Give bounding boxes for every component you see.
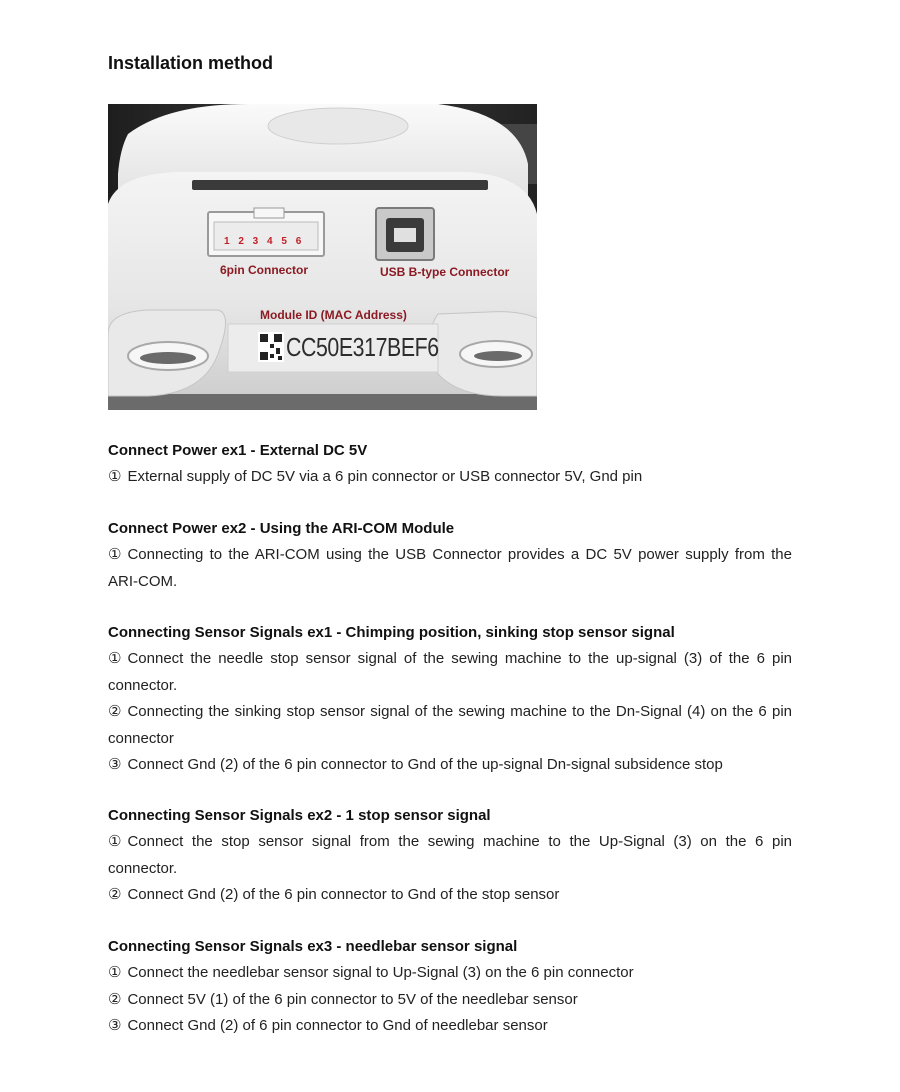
- section-power-ex1: [108, 438, 792, 491]
- section-sensor-ex3: [108, 934, 792, 1040]
- qr-code-icon: [258, 332, 284, 362]
- mac-address: CC50E317BEF6: [286, 332, 439, 362]
- list-item: ③ Connect Gnd (2) of the 6 pin connector to Gnd of the up-signal Dn-signal subsidence stop: [108, 756, 723, 773]
- section-heading: Connecting Sensor Signals ex1 - Chimping position, sinking stop sensor signal: [108, 624, 675, 641]
- list-item: ① External supply of DC 5V via a 6 pin connector or USB connector 5V, Gnd pin: [108, 468, 643, 485]
- section-sensor-ex2: [108, 803, 792, 909]
- section-heading: Connecting Sensor Signals ex3 - needlebar sensor signal: [108, 938, 518, 955]
- list-item: ① Connect the needle stop sensor signal of the sewing machine to the up-signal (3) of the 6 pin connector.: [108, 650, 792, 694]
- list-item: ② Connecting the sinking stop sensor signal of the sewing machine to the Dn-Signal (4) on the 6 pin connector: [108, 703, 792, 747]
- list-item: ③ Connect Gnd (2) of 6 pin connector to Gnd of needlebar sensor: [108, 1017, 548, 1034]
- list-item: ① Connect the needlebar sensor signal to Up-Signal (3) on the 6 pin connector: [108, 964, 634, 981]
- device-photo: [108, 104, 537, 410]
- section-sensor-ex1: [108, 620, 792, 779]
- label-usb-connector: USB B-type Connector: [380, 265, 510, 279]
- label-module-id: Module ID (MAC Address): [260, 308, 407, 322]
- device-illustration: [108, 104, 537, 410]
- pin-numbers: 1 2 3 4 5 6: [224, 236, 305, 247]
- list-item: ② Connect 5V (1) of the 6 pin connector to 5V of the needlebar sensor: [108, 990, 578, 1008]
- list-item: ① Connect the stop sensor signal from the sewing machine to the Up-Signal (3) on the 6 pin connector.: [108, 833, 792, 877]
- section-heading: Connect Power ex2 - Using the ARI-COM Module: [108, 520, 455, 537]
- section-power-ex2: [108, 516, 792, 595]
- page-title: Installation method: [108, 53, 274, 73]
- list-item: ② Connect Gnd (2) of the 6 pin connector to Gnd of the stop sensor: [108, 886, 560, 903]
- section-heading: Connecting Sensor Signals ex2 - 1 stop sensor signal: [108, 807, 491, 824]
- list-item: ① Connecting to the ARI-COM using the USB Connector provides a DC 5V power supply from the ARI-COM.: [108, 546, 792, 590]
- section-heading: Connect Power ex1 - External DC 5V: [108, 442, 368, 459]
- label-6pin-connector: 6pin Connector: [220, 263, 309, 277]
